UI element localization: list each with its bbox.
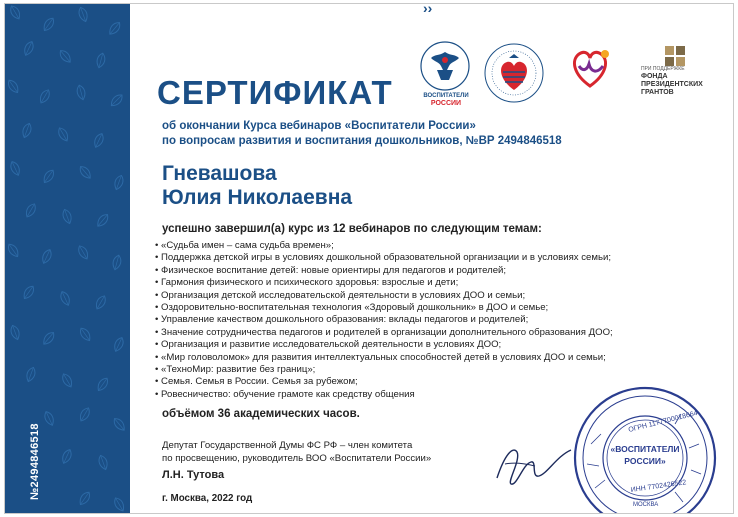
official-seal bbox=[571, 384, 721, 514]
leaf-pattern bbox=[5, 4, 130, 513]
seal-icon bbox=[571, 384, 721, 514]
presidential-grants-logo bbox=[641, 44, 725, 100]
course-hours: объёмом 36 академических часов. bbox=[162, 408, 360, 420]
topic-item: • Организация детской исследовательской деятельности в условиях ДОО и семьи; bbox=[155, 289, 526, 301]
heart-stroke-icon bbox=[565, 44, 615, 94]
heart-badge-icon bbox=[483, 42, 545, 104]
luch-logo bbox=[565, 44, 615, 94]
topic-item: • Организация и развитие исследовательской деятельности в условиях ДОО; bbox=[155, 339, 502, 351]
fund-name-2: ПРЕЗИДЕНТСКИХ bbox=[641, 81, 703, 88]
course-line-2: по вопросам развития и воспитания дошкольников, №ВР 2494846518 bbox=[162, 135, 562, 147]
topic-item: • «ТехноМир: развитие без границ»; bbox=[155, 364, 316, 376]
topic-list bbox=[155, 240, 613, 401]
topic-item: • Физическое воспитание детей: новые ориентиры для педагогов и родителей; bbox=[155, 264, 507, 276]
grants-emblem-icon bbox=[663, 44, 687, 68]
certificate-frame bbox=[4, 3, 734, 514]
signer-name: Л.Н. Тутова bbox=[162, 469, 225, 481]
fund-name-3: ГРАНТОВ bbox=[641, 89, 674, 96]
decorative-side-band bbox=[5, 4, 130, 513]
seal-center-line-1: «ВОСПИТАТЕЛИ bbox=[610, 444, 680, 454]
fund-name-1: ФОНДА bbox=[641, 73, 668, 80]
seal-inn: ИНН 7702426522 bbox=[630, 479, 687, 494]
topic-item: • Оздоровительно-воспитательная технология «Здоровый дошкольник» в ДОО и семье; bbox=[155, 302, 549, 314]
topic-item: • Гармония физического и психического здоровья: взрослые и дети; bbox=[155, 277, 459, 289]
heart-badge-logo bbox=[483, 42, 545, 104]
topic-item: • Управление качеством дошкольного образования: вклады педагогов и родителей; bbox=[155, 314, 529, 326]
logo-word-1: ВОСПИТАТЕЛИ bbox=[423, 93, 469, 99]
topic-item: • «Судьба имен – сама судьба времен»; bbox=[155, 240, 334, 251]
topic-item: • «Мир головоломок» для развития интеллектуальных способностей детей в условиях ДОО и семьи; bbox=[155, 351, 606, 363]
recipient-surname: Гневашова bbox=[162, 162, 277, 185]
topic-item: • Значение сотрудничества педагогов и родителей в организации дополнительного образования ДОО; bbox=[155, 326, 613, 338]
vospitateli-rossii-logo bbox=[415, 40, 475, 110]
signer-title-line-2: по просвещению, руководитель ВОО «Воспитатели России» bbox=[162, 453, 432, 464]
recipient-given-names: Юлия Николаевна bbox=[162, 186, 353, 209]
topic-item: • Ровесничество: обучение грамоте как средству общения bbox=[155, 388, 415, 400]
signer-title-line-1: Депутат Государственной Думы ФС РФ – член комитета bbox=[162, 440, 413, 451]
course-line-1: об окончании Курса вебинаров «Воспитатели России» bbox=[162, 120, 476, 132]
seal-ogrn: ОГРН 1177700018664 bbox=[627, 409, 699, 434]
topic-item: • Поддержка детской игры в условиях дошкольной образовательной организации и в условиях семьи; bbox=[155, 252, 612, 264]
topic-item: • Семья. Семья в России. Семья за рубежом; bbox=[155, 376, 358, 388]
certificate-title: СЕРТИФИКАТ bbox=[157, 74, 393, 111]
certificate-number-vertical: №2494846518 bbox=[29, 423, 41, 500]
completion-intro: успешно завершил(а) курс из 12 вебинаров по следующим темам: bbox=[162, 223, 542, 235]
city-year: г. Москва, 2022 год bbox=[162, 493, 253, 504]
top-decoration-icon: ›› bbox=[423, 3, 433, 16]
fund-caption: ПРИ ПОДДЕРЖКЕ bbox=[641, 66, 685, 72]
logo-word-2: РОССИИ bbox=[430, 100, 462, 107]
handwritten-signature bbox=[487, 434, 577, 494]
seal-city: МОСКВА bbox=[633, 502, 659, 508]
seal-center-line-2: РОССИИ» bbox=[624, 456, 666, 466]
